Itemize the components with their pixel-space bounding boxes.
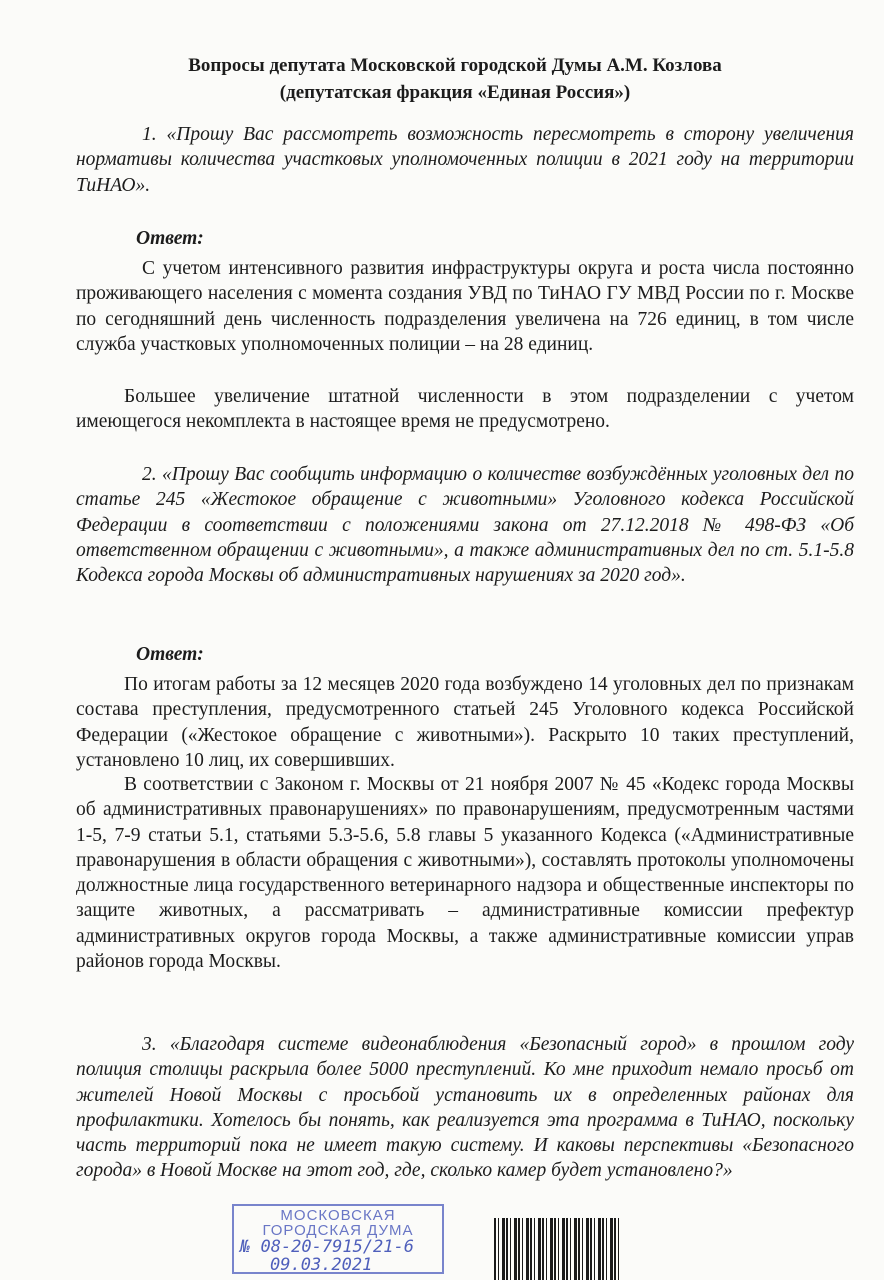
answer-2-label: Ответ:	[136, 644, 204, 665]
answer-2-paragraph-1: По итогам работы за 12 месяцев 2020 года возбуждено 14 уголовных дел по признакам состава преступления, предусмотренного статьей 245 Уголовного кодекса Российской Федерации («Жестокое обращение с животными»). Раскрыто 10 таких преступлений, установлено 10 лиц, их совершивших.	[76, 674, 854, 771]
document-title	[60, 52, 850, 106]
answer-2-paragraph-2: В соответствии с Законом г. Москвы от 21 ноября 2007 № 45 «Кодекс города Москвы об административных правонарушениях» по правонарушениям, предусмотренным частями 1-5, 7-9 статьи 5.1, статьями 5.3-5.6, 5.8 главы 5 указанного Кодекса («Административные правонарушения в области обращения с животными»), составлять протоколы уполномочены должностные лица государственного ветеринарного надзора и общественные инспекторы по защите животных, а рассматривать – административные комиссии префектур административных округов города Москвы, а также административные комиссии управ районов города Москвы.	[76, 774, 854, 973]
title-line-1: Вопросы депутата Московской городской Думы А.М. Козлова	[188, 55, 722, 76]
question-1: 1. «Прошу Вас рассмотреть возможность пересмотреть в сторону увеличения нормативы количества участковых уполномоченных полиции в 2021 году на территории ТиНАО».	[76, 124, 854, 196]
question-2: 2. «Прошу Вас сообщить информацию о количестве возбуждённых уголовных дел по статье 245 «Жестокое обращение с животными» Уголовного кодекса Российской Федерации в соответствии с положениями закона от 27.12.2018 № 498-ФЗ «Об ответственном обращении с животными», а также административных дел по ст. 5.1-5.8 Кодекса города Москвы об административных нарушениях за 2020 год».	[76, 464, 854, 587]
question-3: 3. «Благодаря системе видеонаблюдения «Безопасный город» в прошлом году полиция столицы раскрыла более 5000 преступлений. Ко мне приходит немало просьб от жителей Новой Москвы с просьбой установить их в определенных районах для профилактики. Хотелось бы понять, как реализуется эта программа в ТиНАО, поскольку часть территорий пока не имеет такую систему. И каковы перспективы «Безопасного города» в Новой Москве на этот год, где, сколько камер будет установлено?»	[76, 1034, 854, 1182]
title-line-2: (депутатская фракция «Единая Россия»)	[279, 82, 631, 103]
answer-1-label: Ответ:	[136, 228, 204, 249]
barcode	[494, 1218, 620, 1280]
stamp-line-1: МОСКОВСКАЯ	[280, 1207, 396, 1224]
answer-1-paragraph-1: С учетом интенсивного развития инфраструктуры округа и роста числа постоянно проживающего населения с момента создания УВД по ТиНАО ГУ МВД России по г. Москве по сегодняшний день численность подразделения увеличена на 726 единиц, в том числе служба участковых уполномоченных полиции – на 28 единиц.	[76, 258, 854, 355]
stamp-line-2: ГОРОДСКАЯ ДУМА	[262, 1222, 414, 1239]
answer-1-paragraph-2: Большее увеличение штатной численности в этом подразделении с учетом имеющегося некомплекта в настоящее время не предусмотрено.	[76, 386, 854, 433]
stamp-date: 09.03.2021	[270, 1255, 373, 1275]
stamp-number: № 08-20-7915/21-6	[240, 1237, 414, 1257]
registration-stamp	[232, 1204, 444, 1274]
